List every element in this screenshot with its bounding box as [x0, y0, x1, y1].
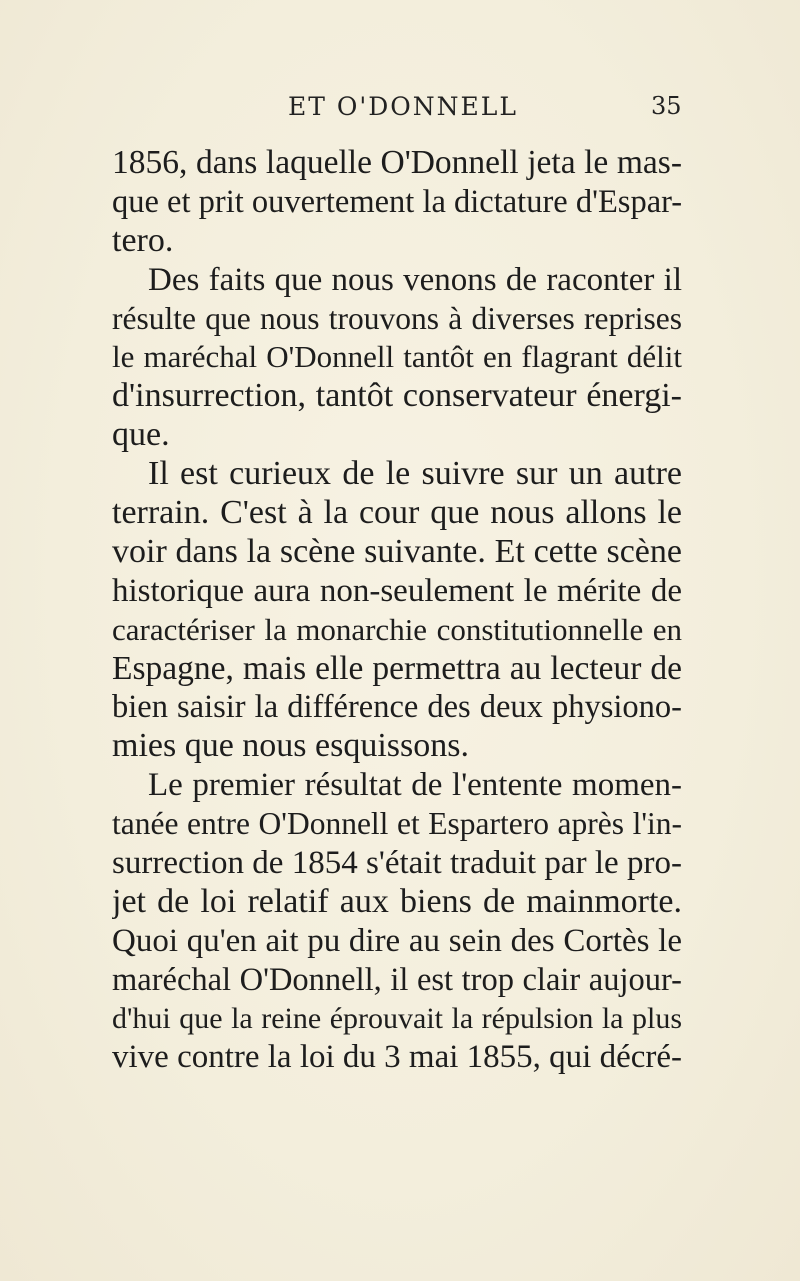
text-line: historique aura non-seulement le mérite de: [112, 572, 682, 609]
body-text: [112, 144, 682, 1077]
text-line: le maréchal O'Donnell tantôt en flagrant délit: [112, 339, 682, 375]
running-title: ET O'DONNELL: [288, 92, 518, 121]
text-line: bien saisir la différence des deux physiono-: [112, 689, 682, 726]
text-line: Espagne, mais elle permettra au lecteur de: [112, 649, 682, 687]
text-line: jet de loi relatif aux biens de mainmorte.: [112, 882, 682, 920]
text-line: 1856, dans laquelle O'Donnell jeta le mas-: [112, 144, 682, 181]
text-line: d'hui que la reine éprouvait la répulsion la plus: [112, 1001, 682, 1035]
text-line: Des faits que nous venons de raconter il: [148, 261, 682, 298]
text-line: d'insurrection, tantôt conservateur énergi-: [112, 377, 682, 415]
text-line: caractériser la monarchie constitutionnelle en: [112, 611, 682, 647]
text-line: mies que nous esquissons.: [112, 727, 469, 765]
page-number: 35: [651, 92, 682, 120]
text-line: Il est curieux de le suivre sur un autre: [148, 455, 682, 493]
text-line: Le premier résultat de l'entente momen-: [148, 767, 682, 804]
text-line: tanée entre O'Donnell et Espartero après l'in-: [112, 806, 682, 842]
text-line: Quoi qu'en ait pu dire au sein des Cortès le: [112, 922, 682, 959]
text-line: voir dans la scène suivante. Et cette scène: [112, 532, 682, 570]
text-line: terrain. C'est à la cour que nous allons le: [112, 494, 682, 532]
running-head: [0, 92, 800, 132]
text-line: que et prit ouvertement la dictature d'Espar-: [112, 183, 682, 220]
text-line: résulte que nous trouvons à diverses reprises: [112, 300, 682, 336]
text-line: surrection de 1854 s'était traduit par le pro-: [112, 845, 682, 882]
text-line: que.: [112, 416, 170, 454]
text-line: tero.: [112, 221, 174, 259]
text-line: vive contre la loi du 3 mai 1855, qui décré-: [112, 1039, 682, 1076]
text-line: maréchal O'Donnell, il est trop clair aujour-: [112, 961, 682, 998]
